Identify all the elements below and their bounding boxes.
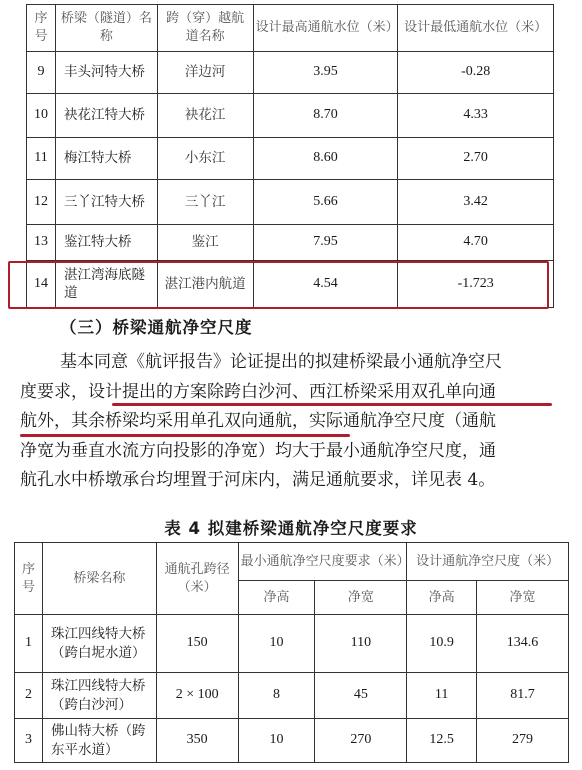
table-header-row <box>27 5 554 52</box>
cell-min-level: -1.723 <box>398 261 554 308</box>
header-min-clearance: 最小通航净空尺度要求（米） <box>238 543 407 581</box>
paragraph-line: 航外，其余桥梁均采用单孔双向通航，实际通航净空尺度（通航 <box>20 411 496 431</box>
header-min-height: 净高 <box>238 581 315 615</box>
table-row <box>15 673 569 719</box>
cell-design-height: 12.5 <box>407 719 477 763</box>
table-row <box>27 138 554 180</box>
cell-no: 11 <box>27 138 56 180</box>
cell-no: 1 <box>15 615 43 673</box>
header-max-level: 设计最高通航水位（米） <box>253 5 398 52</box>
cell-min-level: 4.33 <box>398 94 554 138</box>
cell-bridge-name: 湛江湾海底隧道 <box>55 261 157 308</box>
table-row <box>27 94 554 138</box>
highlight-underline <box>20 434 350 437</box>
cell-no: 9 <box>27 52 56 94</box>
cell-max-level: 8.60 <box>253 138 398 180</box>
cell-design-width: 81.7 <box>477 673 569 719</box>
cell-min-level: 2.70 <box>398 138 554 180</box>
bridge-clearance-table <box>14 542 569 763</box>
cell-max-level: 3.95 <box>253 52 398 94</box>
cell-max-level: 4.54 <box>253 261 398 308</box>
cell-waterway: 洋边河 <box>157 52 253 94</box>
paragraph-line: 度要求，设计提出的方案除跨白沙河、西江桥梁采用双孔单向通 <box>20 381 496 402</box>
cell-no: 14 <box>27 261 56 308</box>
paragraph-line: 净宽为垂直水流方向投影的净宽）均大于最小通航净空尺度，通 <box>20 440 496 461</box>
highlight-underline <box>112 403 552 406</box>
cell-no: 2 <box>15 673 43 719</box>
table-row <box>27 180 554 225</box>
body-paragraph <box>20 348 565 496</box>
cell-waterway: 小东江 <box>157 138 253 180</box>
header-no: 序号 <box>27 5 56 52</box>
cell-min-level: -0.28 <box>398 52 554 94</box>
table-row <box>27 225 554 261</box>
cell-bridge-name: 佛山特大桥（跨东平水道） <box>42 719 156 763</box>
table-caption: 表 4 拟建桥梁通航净空尺度要求 <box>164 519 418 538</box>
cell-bridge-name: 珠江四线特大桥（跨白坭水道） <box>42 615 156 673</box>
cell-bridge-name: 鉴江特大桥 <box>55 225 157 261</box>
cell-max-level: 7.95 <box>253 225 398 261</box>
header-design-height: 净高 <box>407 581 477 615</box>
cell-no: 10 <box>27 94 56 138</box>
cell-waterway: 鉴江 <box>157 225 253 261</box>
cell-waterway: 袂花江 <box>157 94 253 138</box>
cell-max-level: 8.70 <box>253 94 398 138</box>
cell-design-height: 10.9 <box>407 615 477 673</box>
cell-min-width: 110 <box>315 615 407 673</box>
cell-min-height: 8 <box>238 673 315 719</box>
cell-bridge-name: 丰头河特大桥 <box>55 52 157 94</box>
header-span: 通航孔跨径（米） <box>156 543 238 615</box>
cell-bridge-name: 梅江特大桥 <box>55 138 157 180</box>
header-design-clearance: 设计通航净空尺度（米） <box>407 543 569 581</box>
cell-min-level: 3.42 <box>398 180 554 225</box>
cell-design-height: 11 <box>407 673 477 719</box>
cell-max-level: 5.66 <box>253 180 398 225</box>
cell-min-height: 10 <box>238 719 315 763</box>
cell-min-width: 45 <box>315 673 407 719</box>
paragraph-line: 基本同意《航评报告》论证提出的拟建桥梁最小通航净空尺 <box>60 352 502 372</box>
cell-waterway: 湛江港内航道 <box>157 261 253 308</box>
cell-no: 12 <box>27 180 56 225</box>
cell-design-width: 134.6 <box>477 615 569 673</box>
cell-bridge-name: 珠江四线特大桥（跨白沙河） <box>42 673 156 719</box>
cell-min-height: 10 <box>238 615 315 673</box>
paragraph-line: 航孔水中桥墩承台均埋置于河床内，满足通航要求，详见表 4。 <box>20 470 496 490</box>
row-highlight-box <box>8 261 549 309</box>
section-title: （三）桥梁通航净空尺度 <box>60 318 253 337</box>
table-row <box>15 615 569 673</box>
table-row <box>27 52 554 94</box>
cell-no: 13 <box>27 225 56 261</box>
header-design-width: 净宽 <box>477 581 569 615</box>
table-header-row <box>15 543 569 581</box>
header-bridge-name: 桥梁（隧道）名称 <box>55 5 157 52</box>
cell-design-width: 279 <box>477 719 569 763</box>
header-min-width: 净宽 <box>315 581 407 615</box>
cell-bridge-name: 袂花江特大桥 <box>55 94 157 138</box>
cell-no: 3 <box>15 719 43 763</box>
cell-span: 2 × 100 <box>156 673 238 719</box>
header-no: 序号 <box>15 543 43 615</box>
cell-bridge-name: 三丫江特大桥 <box>55 180 157 225</box>
cell-min-level: 4.70 <box>398 225 554 261</box>
header-min-level: 设计最低通航水位（米） <box>398 5 554 52</box>
cell-waterway: 三丫江 <box>157 180 253 225</box>
header-waterway: 跨（穿）越航道名称 <box>157 5 253 52</box>
header-bridge-name: 桥梁名称 <box>42 543 156 615</box>
table-row <box>15 719 569 763</box>
cell-span: 150 <box>156 615 238 673</box>
cell-min-width: 270 <box>315 719 407 763</box>
cell-span: 350 <box>156 719 238 763</box>
